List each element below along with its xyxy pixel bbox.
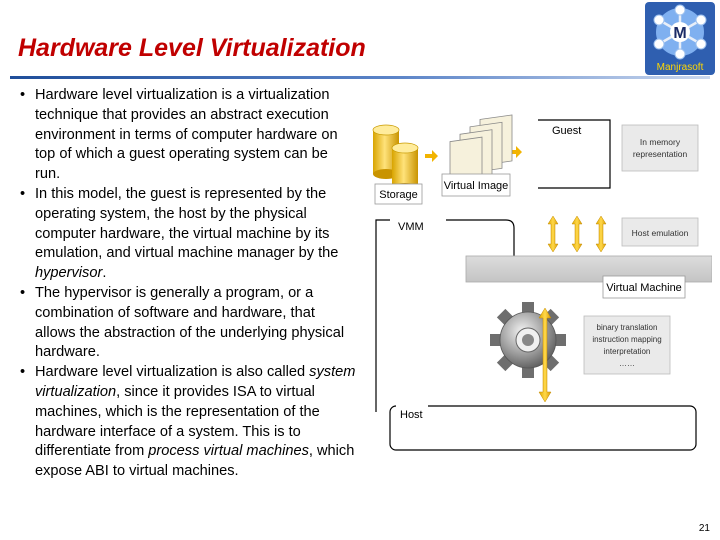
virtualization-diagram bbox=[362, 108, 712, 456]
host-label: Host bbox=[400, 409, 423, 421]
gear-icon bbox=[490, 302, 566, 378]
manjrasoft-logo bbox=[645, 2, 715, 75]
bullet-dot-icon: • bbox=[20, 185, 26, 202]
virtual-machine-label: Virtual Machine bbox=[606, 282, 682, 294]
logo-text: Manjrasoft bbox=[656, 62, 704, 73]
binary-translation-line: binary translation bbox=[596, 323, 658, 332]
slide-title: Hardware Level Virtualization bbox=[18, 34, 366, 62]
bullet-item bbox=[20, 363, 356, 482]
bullet-list bbox=[20, 86, 356, 482]
bullet-text: Hardware level virtualization is a virtualization technique that provides an abstract execution environment in terms of computer hardware on top of which a guest operating system can be run. bbox=[35, 87, 338, 183]
vmm-label: VMM bbox=[398, 221, 424, 233]
guest-label: Guest bbox=[552, 125, 582, 137]
bullet-italic-text: hypervisor bbox=[35, 265, 103, 282]
bullet-dot-icon: • bbox=[20, 364, 26, 381]
in-memory-box bbox=[622, 125, 698, 171]
bullet-italic-text: system virtualization bbox=[35, 364, 356, 400]
storage-label: Storage bbox=[379, 189, 418, 201]
bullet-text: In this model, the guest is represented by the operating system, the host by the physical computer hardware, the virtual machine by its emulation, and virtual machine manager by the bbox=[35, 185, 339, 262]
host-emulation-label: Host emulation bbox=[631, 228, 689, 238]
bullet-item bbox=[20, 86, 356, 185]
bullet-text: , which expose ABI to virtual machines. bbox=[35, 443, 355, 480]
bullet-text: , since it provides ISA to virtual machines, which is the representation of the hardware interface of a system. This is to differentiate from bbox=[35, 383, 320, 460]
in-memory-label-line-1: In memory bbox=[639, 137, 681, 147]
arrow-right-icon bbox=[425, 150, 438, 162]
binary-translation-line: interpretation bbox=[603, 347, 651, 356]
host-box bbox=[390, 406, 696, 450]
page-number: 21 bbox=[698, 523, 710, 534]
double-arrow-icons bbox=[548, 216, 606, 252]
bullet-text: Hardware level virtualization is also called bbox=[35, 364, 310, 381]
binary-translation-line: …… bbox=[619, 359, 635, 368]
bullet-text: . bbox=[102, 265, 107, 282]
title-underline bbox=[10, 76, 710, 79]
bullet-text: The hypervisor is generally a program, or a combination of software and hardware, that allows the abstraction of the underlying physical hardware. bbox=[35, 284, 345, 361]
bullet-italic-text: process virtual machines bbox=[148, 443, 309, 460]
bullet-dot-icon: • bbox=[20, 284, 26, 301]
svg-text:M: M bbox=[673, 25, 687, 42]
storage-icon bbox=[373, 125, 418, 193]
bullet-item bbox=[20, 185, 356, 284]
bullet-item bbox=[20, 284, 356, 363]
in-memory-label-line-2: representation bbox=[632, 149, 688, 159]
binary-translation-line: instruction mapping bbox=[592, 335, 662, 344]
bullet-dot-icon: • bbox=[20, 87, 26, 103]
vmm-frame bbox=[376, 220, 514, 412]
virtual-image-label: Virtual Image bbox=[443, 180, 509, 192]
